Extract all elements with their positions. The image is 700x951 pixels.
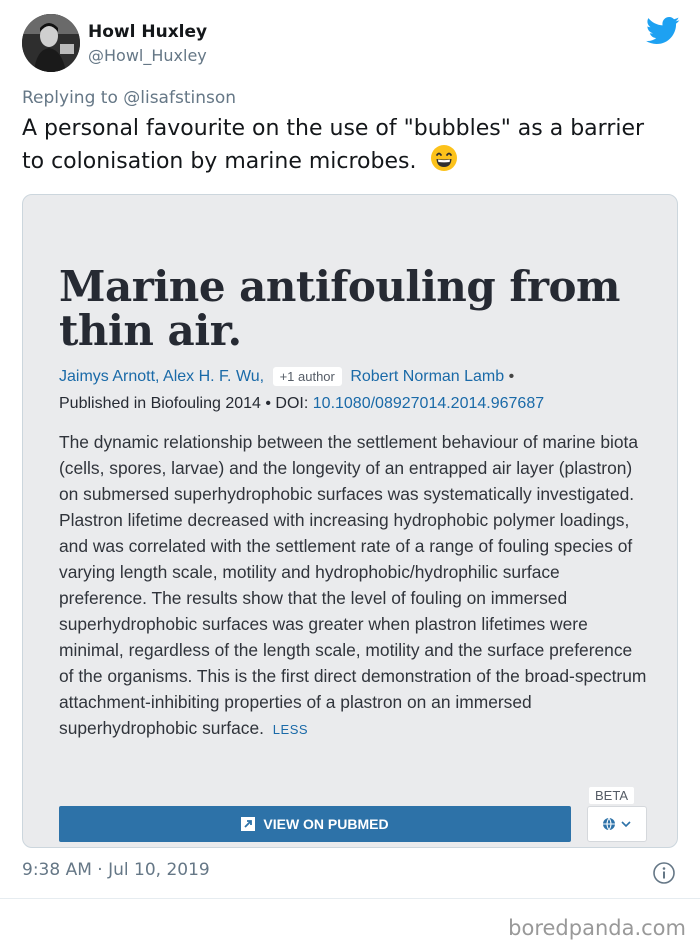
published-label: Published in Biofouling 2014 • DOI:: [59, 395, 313, 412]
grinning-face-emoji-icon: [430, 144, 458, 172]
external-link-icon: [241, 817, 255, 831]
paper-title[interactable]: Marine antifouling from thin air.: [59, 262, 620, 355]
article-card[interactable]: [22, 194, 678, 848]
author-handle[interactable]: @Howl_Huxley: [88, 46, 207, 65]
tweet-body: A personal favourite on the use of "bubbles" as a barrier to colonisation by marine microbes.: [22, 116, 645, 174]
divider: [0, 898, 700, 899]
chevron-down-icon: [620, 818, 632, 830]
tweet-timestamp[interactable]: 9:38 AM · Jul 10, 2019: [22, 860, 210, 880]
pubmed-button-label: VIEW ON PUBMED: [263, 816, 389, 832]
authors-last[interactable]: Robert Norman Lamb: [350, 368, 505, 385]
language-selector[interactable]: [587, 806, 647, 842]
more-authors-badge[interactable]: +1 author: [273, 367, 342, 386]
info-icon[interactable]: [652, 861, 676, 885]
doi-link[interactable]: 10.1080/08927014.2014.967687: [312, 395, 545, 412]
beta-badge: BETA: [589, 787, 634, 804]
watermark: boredpanda.com: [508, 916, 686, 940]
authors-first[interactable]: Jaimys Arnott, Alex H. F. Wu,: [59, 368, 265, 385]
replying-handle-link[interactable]: @lisafstinson: [123, 88, 237, 108]
globe-icon: [602, 817, 616, 831]
replying-to: [22, 88, 236, 108]
replying-prefix: Replying to: [22, 88, 124, 108]
twitter-bird-icon[interactable]: [646, 16, 680, 46]
author-separator: •: [508, 368, 515, 385]
avatar[interactable]: [22, 14, 80, 72]
tweet-header: [22, 14, 682, 78]
author-name[interactable]: Howl Huxley: [88, 22, 208, 42]
author-list: [59, 367, 514, 386]
less-link[interactable]: LESS: [272, 722, 309, 737]
abstract-text: The dynamic relationship between the settlement behaviour of marine biota (cells, spores, larvae) and the longevity of an entrapped air layer (plastron) on submersed superhydrophobic surfaces was systematically investigated. Plastron lifetime decreased with increasing hydrophobic polymer loadings, and was correlated with the settlement rate of a range of fouling species of varying length scale, motility and hydrophobic/hydrophilic surface preference. The results show that the level of fouling on immersed superhydrophobic surfaces was greater when plastron lifetimes were minimal, regardless of the length scale, motility and the surface preference of the organisms. This is the first direct demonstration of the broad-spectrum attachment-inhibiting properties of a plastron on an immersed superhydrophobic surface.: [59, 432, 647, 738]
publication-info: [59, 395, 544, 413]
abstract: [59, 429, 649, 743]
view-on-pubmed-button[interactable]: [59, 806, 571, 842]
tweet-text: [22, 114, 672, 177]
